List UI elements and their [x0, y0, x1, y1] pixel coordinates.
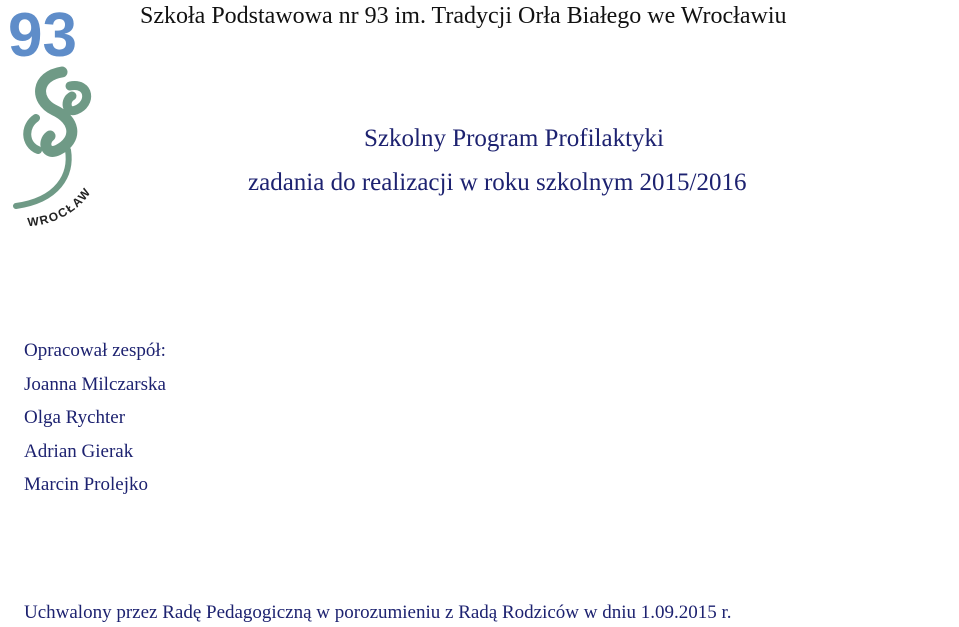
team-section [24, 334, 166, 502]
approval-note: Uchwalony przez Radę Pedagogiczną w porozumieniu z Radą Rodziców w dniu 1.09.2015 r. [24, 602, 732, 623]
logo-city: WROCŁAW [26, 184, 95, 230]
logo-leaf [67, 86, 87, 111]
program-title: Szkolny Program Profilaktyki [364, 125, 664, 152]
team-member: Olga Rychter [24, 407, 126, 428]
team-member: Marcin Prolejko [24, 474, 149, 495]
logo-graphic [6, 0, 110, 236]
team-member: Adrian Gierak [24, 440, 134, 462]
school-logo [6, 0, 110, 236]
logo-stem-base [16, 150, 69, 206]
school-name: Szkoła Podstawowa nr 93 im. Tradycji Orła Białego we Wrocławiu [140, 3, 787, 29]
logo-number: 93 [8, 1, 77, 70]
team-member: Joanna Milczarska [24, 373, 166, 395]
team-label: Opracował zespół: [24, 340, 166, 361]
logo-leaf-left [27, 118, 38, 150]
program-subtitle: zadania do realizacji w roku szkolnym 2015/2016 [248, 169, 747, 196]
